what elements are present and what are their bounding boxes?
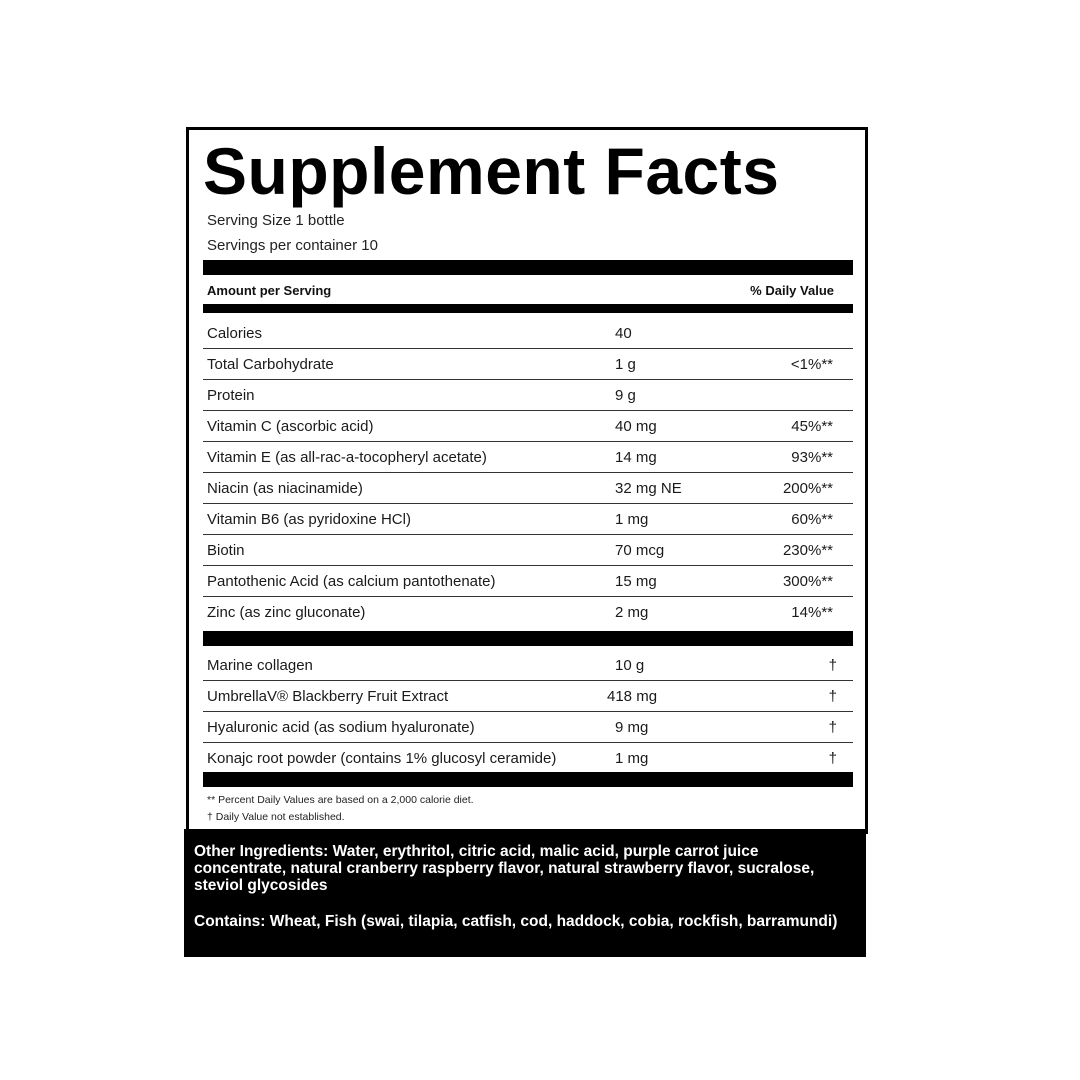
thick-divider (203, 260, 853, 275)
nutrient-amount: 40 mg (615, 418, 657, 435)
nutrient-name: Pantothenic Acid (as calcium pantothenate) (207, 573, 496, 590)
nutrient-amount: 1 g (615, 356, 636, 373)
ingredient-amount: 1 mg (615, 750, 649, 767)
nutrient-dv: 60%** (791, 511, 833, 528)
nutrient-amount: 1 mg (615, 511, 649, 528)
table-row (203, 596, 853, 627)
amount-per-serving-header: Amount per Serving (207, 283, 332, 298)
other-ingredients-text: Other Ingredients: Water, erythritol, citric acid, malic acid, purple carrot juice concentrate, natural cranberry raspberry flavor, natural strawberry flavor, sucralose, steviol glycosides (194, 843, 815, 894)
table-row (203, 441, 853, 473)
nutrient-name: Calories (207, 325, 263, 342)
daily-value-header: % Daily Value (750, 283, 834, 298)
nutrient-dv: <1%** (790, 356, 833, 373)
nutrient-name: Niacin (as niacinamide) (207, 480, 363, 497)
ingredient-name: Hyaluronic acid (as sodium hyaluronate) (207, 719, 475, 736)
ingredient-amount: 418 mg (607, 688, 658, 705)
nutrient-amount: 40 (615, 325, 632, 342)
nutrient-dv: 14%** (791, 604, 833, 621)
serving-size: Serving Size 1 bottle (207, 212, 345, 229)
dagger-mark: † (828, 719, 837, 736)
nutrient-amount: 32 mg NE (615, 480, 682, 497)
dagger-mark: † (828, 657, 837, 674)
ingredient-name: Marine collagen (207, 657, 313, 674)
table-row (203, 711, 853, 743)
nutrient-amount: 15 mg (615, 573, 657, 590)
table-row (203, 680, 853, 712)
nutrient-amount: 2 mg (615, 604, 649, 621)
nutrient-name: Biotin (207, 542, 245, 559)
nutrient-dv: 230%** (782, 542, 833, 559)
nutrient-name: Vitamin E (as all-rac-a-tocopheryl acetate) (207, 449, 487, 466)
table-row (203, 379, 853, 411)
ingredient-amount: 10 g (615, 657, 645, 674)
table-row (203, 410, 853, 442)
nutrient-amount: 70 mcg (615, 542, 665, 559)
nutrient-name: Vitamin C (ascorbic acid) (207, 418, 374, 435)
dagger-mark: † (828, 688, 837, 705)
nutrient-name: Zinc (as zinc gluconate) (207, 604, 366, 621)
table-row (203, 649, 853, 681)
table-row (203, 348, 853, 380)
dagger-mark: † (828, 750, 837, 767)
nutrient-amount: 14 mg (615, 449, 657, 466)
nutrient-dv: 300%** (782, 573, 833, 590)
dagger-footnote: † Daily Value not established. (207, 811, 345, 823)
ingredients-box (184, 829, 866, 957)
table-row (203, 565, 853, 597)
ingredient-name: Konajc root powder (contains 1% glucosyl ceramide) (207, 750, 557, 767)
nutrient-name: Total Carbohydrate (207, 356, 334, 373)
ingredient-name: UmbrellaV® Blackberry Fruit Extract (207, 688, 449, 705)
nutrient-name: Vitamin B6 (as pyridoxine HCl) (207, 511, 411, 528)
supplement-facts-panel (186, 127, 868, 834)
ingredient-amount: 9 mg (615, 719, 649, 736)
table-row (203, 317, 853, 349)
panel-title: Supplement Facts (203, 134, 780, 208)
allergen-contains-text: Contains: Wheat, Fish (swai, tilapia, catfish, cod, haddock, cobia, rockfish, barramundi) (194, 913, 838, 930)
bottom-divider (203, 772, 853, 787)
nutrient-dv: 200%** (782, 480, 833, 497)
nutrient-amount: 9 g (615, 387, 636, 404)
header-divider (203, 304, 853, 313)
servings-per-container: Servings per container 10 (207, 237, 378, 254)
table-row (203, 472, 853, 504)
table-row (203, 742, 853, 773)
table-row (203, 503, 853, 535)
table-row (203, 534, 853, 566)
section-divider (203, 631, 853, 646)
dv-footnote: ** Percent Daily Values are based on a 2,000 calorie diet. (207, 794, 474, 806)
nutrient-dv: 45%** (791, 418, 833, 435)
nutrient-name: Protein (207, 387, 255, 404)
nutrient-dv: 93%** (791, 449, 833, 466)
